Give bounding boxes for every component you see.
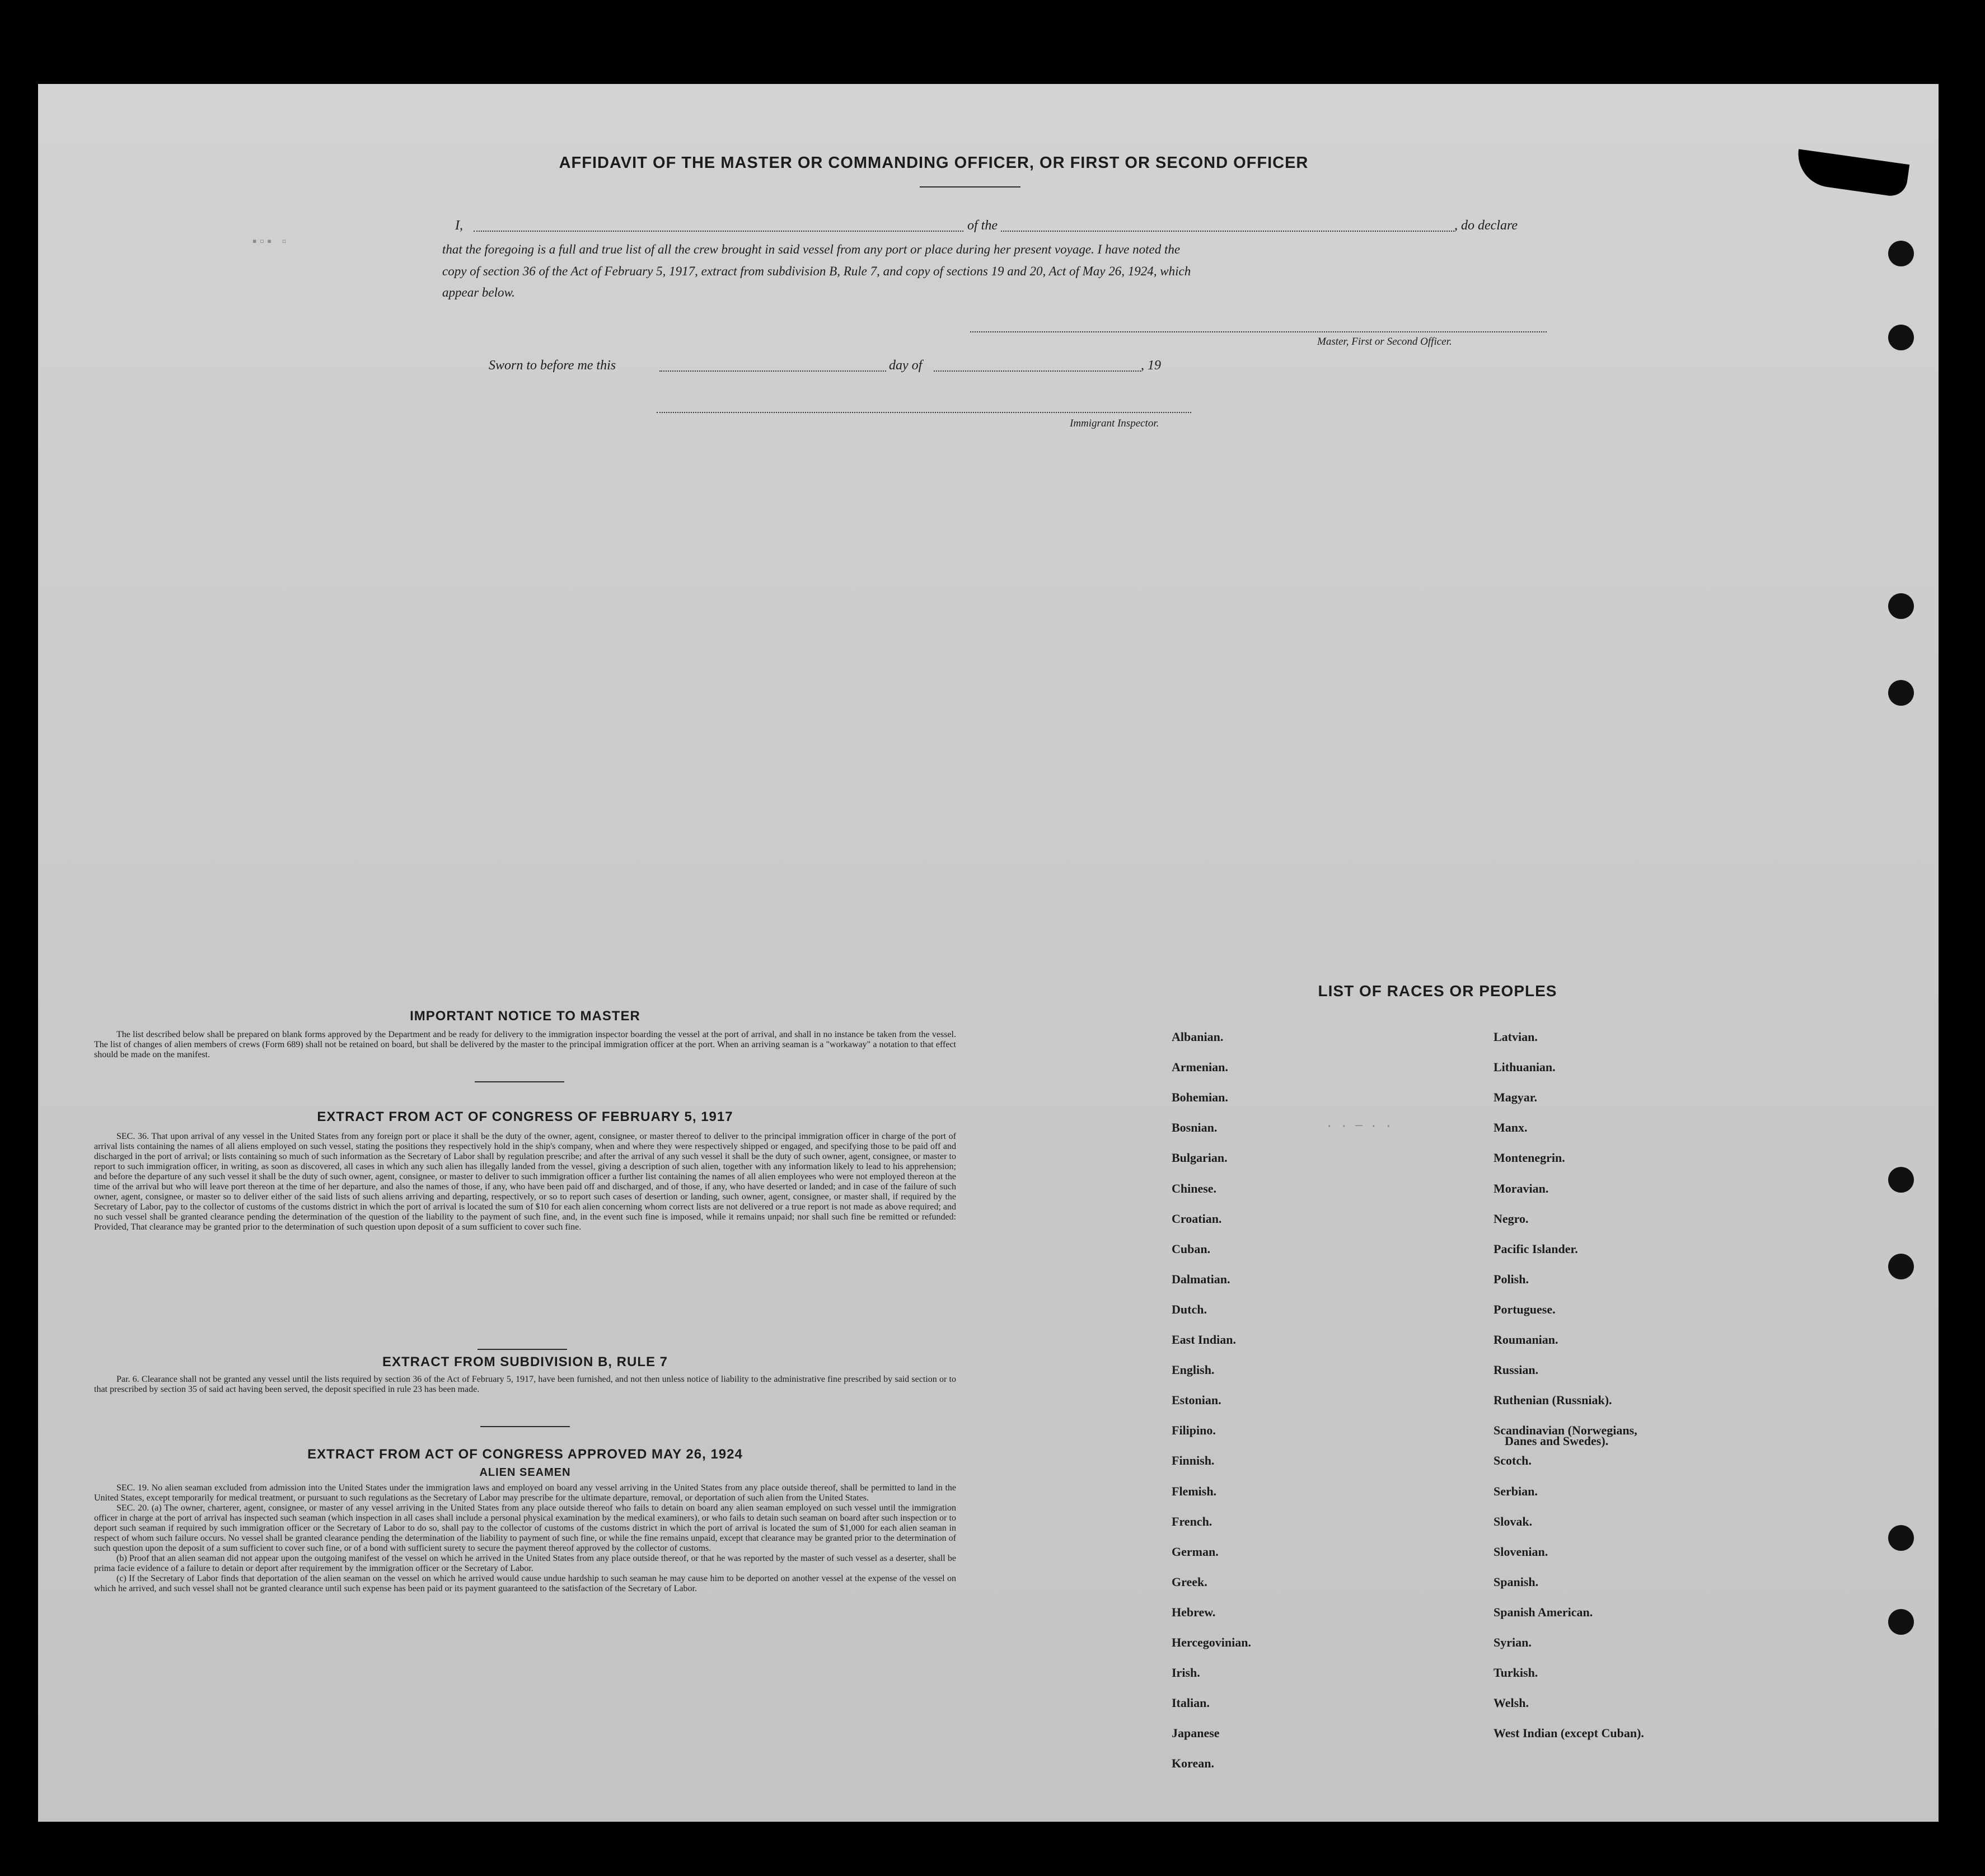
race-item: Magyar. [1494,1090,1538,1105]
torn-corner [1794,149,1909,198]
notice-title: IMPORTANT NOTICE TO MASTER [410,1009,640,1024]
race-item: Dalmatian. [1172,1272,1230,1286]
race-item: Finnish. [1172,1453,1215,1468]
punch-hole [1888,1254,1914,1279]
race-item: Dutch. [1172,1302,1207,1316]
race-item: Manx. [1494,1120,1528,1135]
race-item: Moravian. [1494,1181,1549,1195]
affidavit-line4: appear below. [442,285,515,299]
bleed-through: · · ─ · · [1326,1119,1392,1133]
sworn-month-blank[interactable] [934,370,1141,372]
punch-hole [1888,593,1914,619]
race-item: Slovenian. [1494,1544,1548,1559]
race-item: Ruthenian (Russniak). [1494,1393,1612,1408]
race-item: Lithuanian. [1494,1060,1556,1075]
race-item: Irish. [1172,1666,1200,1680]
races-title: LIST OF RACES OR PEOPLES [1318,982,1557,1000]
title-rule [920,186,1020,187]
punch-hole [1888,1167,1914,1193]
affidavit-do-declare: , do declare [1454,218,1518,233]
affidavit-line3: copy of section 36 of the Act of February 5, 1917, extract from subdivision B, Rule 7, and copy of sections 19 and 20, Act of May 26, 1924, which [442,264,1191,278]
vessel-blank[interactable] [1001,231,1454,232]
act1924-paragraph: SEC. 19. No alien seaman excluded from admission into the United States under the immigration laws and employed on board any vessel arriving in the United States from any place outside thereof, shall be permitted to land in the United States, except temporarily for medical treatment, or pursuant to such regulations as the Secretary of Labor may prescribe for the ultimate departure, removal, or deportation of such alien from the United States. [94,1483,956,1503]
race-item: Pacific Islander. [1494,1241,1578,1256]
sworn-year: , 19 [1141,358,1161,373]
race-item: Serbian. [1494,1484,1538,1498]
race-item: Chinese. [1172,1181,1217,1195]
punch-hole [1888,241,1914,266]
punch-hole [1888,325,1914,350]
notice-text: The list described below shall be prepared on blank forms approved by the Department and be ready for delivery to the immigration inspector boarding the vessel at the port of arrival, and shall in no instance be taken from the vessel. The list of changes of alien members of crews (Form 689) shall not be retained on board, but shall be delivered by the master to the principal immigration officer at the port. When an arriving seaman is a "workaway" a notation to that effect should be made on the manifest. [94,1030,956,1059]
race-item: Turkish. [1494,1666,1538,1680]
race-item: Filipino. [1172,1423,1216,1438]
rule7-rule [480,1426,570,1427]
punch-hole [1888,1609,1914,1635]
race-item: East Indian. [1172,1333,1236,1347]
race-item: Bosnian. [1172,1120,1218,1135]
affidavit-of-the: of the [967,218,998,233]
act1924-paragraph: SEC. 20. (a) The owner, charterer, agent, consignee, or master of any vessel arriving in the United States from any place outside thereof who fails to detain on board any alien seaman employed on such vessel until the immigration officer in charge at the port of arrival has inspected such seaman (which inspection in all cases shall include a personal physical examination by the medical examiners), or who fails to detain such seaman on board after such inspection or to deport such seaman if required by such immigration officer or the Secretary of Labor to do so, shall pay to the collector of customs of the customs district in which the port of arrival is located the sum of $1,000 for each alien seaman in respect of whom such failure occurs. No vessel shall be granted clearance pending the determination of the liability to payment of such fine, or while the fine remains unpaid, except that clearance may be granted prior to the determination of such question upon the deposit of a sum sufficient to cover such fine, or of a bond with sufficient surety to secure the payment thereof approved by the collector of customs. [94,1503,956,1553]
race-item: French. [1172,1514,1212,1528]
race-item-extra: Danes and Swedes). [1505,1434,1609,1448]
race-item: Korean. [1172,1756,1214,1771]
act1924-paragraph: (b) Proof that an alien seaman did not appear upon the outgoing manifest of the vessel on which he arrived in the United States from any place outside thereof, or that he was reported by the master of such vessel as a deserter, shall be prima facie evidence of a failure to detain or deport after requirement by the immigration officer or the Secretary of Labor. [94,1554,956,1573]
race-item: Japanese [1172,1726,1220,1741]
race-item: Cuban. [1172,1241,1211,1256]
race-item: Armenian. [1172,1060,1228,1075]
race-item: Greek. [1172,1574,1207,1589]
race-item: Croatian. [1172,1211,1222,1226]
sworn-day-of: day of [889,358,923,373]
act1924-text [94,1483,956,1594]
race-item: Negro. [1494,1211,1529,1226]
race-item: Spanish. [1494,1574,1539,1589]
race-item: Portuguese. [1494,1302,1556,1316]
race-item: Roumanian. [1494,1333,1558,1347]
rule7-text: Par. 6. Clearance shall not be granted any vessel until the lists required by section 36 of the Act of February 5, 1917, have been furnished, and not then unless notice of liability to the administrative fine prescribed by said section or to that prescribed by section 35 of said act having been served, the deposit specified in rule 23 has been made. [94,1375,956,1394]
race-item: Albanian. [1172,1030,1224,1044]
rule7-title: EXTRACT FROM SUBDIVISION B, RULE 7 [382,1354,668,1370]
act1924-paragraph: (c) If the Secretary of Labor finds that deportation of the alien seaman on the vessel on which he arrived would cause undue hardship to such seaman he may cause him to be deported on another vessel at the expense of the vessel on which he arrived, and such vessel shall not be granted clearance until such expense has been paid or its payment guaranteed to the satisfaction of the Secretary of Labor. [94,1574,956,1593]
document-sheet [38,84,1939,1822]
act1917-text: SEC. 36. That upon arrival of any vessel in the United States from any foreign port or place it shall be the duty of the owner, agent, consignee, or master thereof to deliver to the principal immigration officer in charge of the port of arrival lists containing the names of all aliens employed on such vessel, stating the positions they respectively hold in the ship's company, when and where they were respectively shipped or engaged, and specifying those to be paid off and discharged in the port of arrival; or lists containing so much of such information as the Secretary of Labor shall by regulation prescribe; and after the arrival of any such vessel it shall be the duty of such owner, agent, consignee, or master to report to such immigration officer, in writing, as soon as discovered, all cases in which any such alien has illegally landed from the vessel, giving a description of such alien, together with any information likely to lead to his apprehension; and before the departure of any such vessel it shall be the duty of such owner, agent, consignee, or master to deliver to such immigration officer a further list containing the names of all alien employees who were not employed thereon at the time of the arrival but who will leave port thereon at the time of her departure, and also the names of those, if any, who have been paid off and discharged, and of those, if any, who have deserted or landed; and in case of the failure of such owner, agent, consignee, or master so to deliver either of the said lists of such aliens arriving and departing, respectively, or so to report such cases of desertion or landing, such owner, agent, consignee, or master shall, if required by the Secretary of Labor, pay to the collector of customs of the customs district in which the port of arrival is located the sum of $10 for each alien concerning whom correct lists are not delivered or a true report is not made as above required; and no such vessel shall be granted clearance pending the determination of the question of the liability to the payment of such fine, and, in the event such fine is imposed, while it remains unpaid; nor shall such fine be remitted or refunded: Provided, That clearance may be granted prior to the determination of such question upon deposit of a sum sufficient to cover such fine. [94,1132,956,1232]
race-item: Russian. [1494,1363,1539,1377]
race-item: Latvian. [1494,1030,1538,1044]
race-item: Scotch. [1494,1453,1532,1468]
affidavit-line2: that the foregoing is a full and true list of all the crew brought in said vessel from any port or place during her present voyage. I have noted the [442,242,1181,256]
race-item: Hercegovinian. [1172,1635,1251,1649]
bleed-through: ▪▫▪ ▫ [251,235,288,249]
race-item: Scandinavian (Norwegians, [1494,1423,1637,1438]
affidavit-title: AFFIDAVIT OF THE MASTER OR COMMANDING OFFICER, OR FIRST OR SECOND OFFICER [559,154,1309,172]
race-item: English. [1172,1363,1215,1377]
sworn-day-blank[interactable] [659,370,886,372]
race-item: West Indian (except Cuban). [1494,1726,1644,1741]
race-item: Flemish. [1172,1484,1217,1498]
punch-hole [1888,1525,1914,1551]
act1917-title: EXTRACT FROM ACT OF CONGRESS OF FEBRUARY 5, 1917 [317,1109,733,1124]
notice-rule [475,1081,564,1082]
affidavit-line1: I, [455,218,463,233]
inspector-signature-label: Immigrant Inspector. [1070,418,1159,429]
race-item: German. [1172,1544,1219,1559]
act1917-rule [477,1349,567,1350]
race-item: Slovak. [1494,1514,1533,1528]
race-item: Syrian. [1494,1635,1532,1649]
race-item: Spanish American. [1494,1605,1593,1619]
inspector-signature-line[interactable] [657,412,1191,413]
race-item: Welsh. [1494,1696,1529,1710]
act1924-subtitle: ALIEN SEAMEN [479,1466,571,1479]
race-item: Italian. [1172,1696,1210,1710]
race-item: Bulgarian. [1172,1151,1228,1165]
race-item: Bohemian. [1172,1090,1228,1105]
race-item: Estonian. [1172,1393,1221,1408]
race-item: Hebrew. [1172,1605,1216,1619]
act1924-title: EXTRACT FROM ACT OF CONGRESS APPROVED MAY 26, 1924 [307,1447,743,1462]
master-signature-label: Master, First or Second Officer. [1317,336,1452,348]
name-blank[interactable] [474,231,963,232]
race-item: Polish. [1494,1272,1529,1286]
master-signature-line[interactable] [970,331,1547,332]
race-item: Montenegrin. [1494,1151,1565,1165]
sworn-label: Sworn to before me this [489,358,616,373]
punch-hole [1888,680,1914,706]
